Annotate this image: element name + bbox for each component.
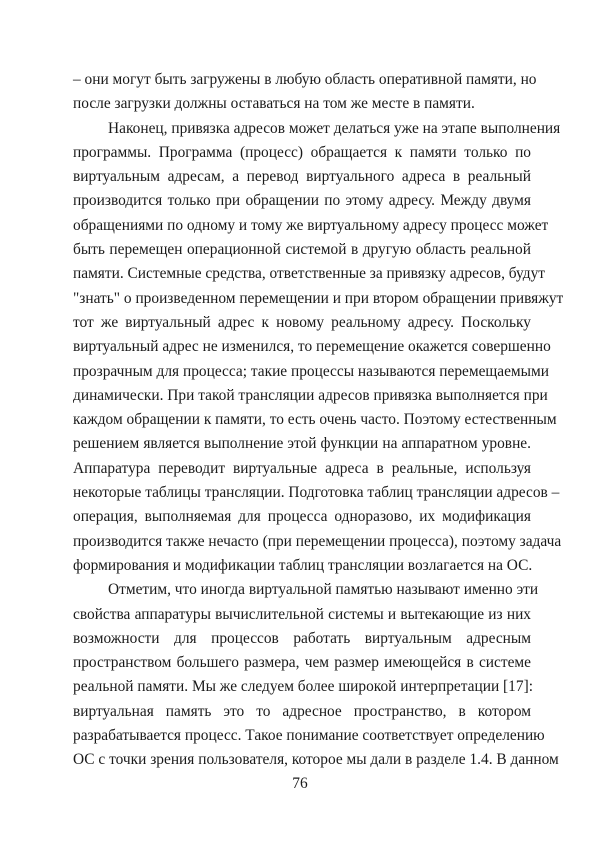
text-line: возможности для процессов работать виртуальным адресным: [73, 629, 531, 647]
text-line: программы. Программа (процесс) обращается к памяти только по: [73, 143, 531, 161]
text-line: разрабатывается процесс. Такое понимание соответствует определению: [73, 727, 545, 745]
paragraph: [73, 578, 559, 772]
text-line: производится также нечасто (при перемещении процесса), поэтому задача: [73, 532, 562, 550]
text-line: памяти. Системные средства, ответственные за привязку адресов, будут: [73, 265, 545, 283]
text-line: Наконец, привязка адресов может делаться уже на этапе выполнения: [108, 119, 561, 137]
text-line: операция, выполняемая для процесса одноразово, их модификация: [73, 508, 531, 526]
text-line: – они могут быть загружены в любую область оперативной памяти, но: [73, 71, 537, 88]
text-line: виртуальная память это то адресное пространство, в котором: [73, 702, 531, 720]
text-line: Отметим, что иногда виртуальной памятью называют именно эти: [108, 581, 539, 599]
text-line: виртуальным адресам, а перевод виртуального адреса в реальный: [73, 168, 531, 186]
text-line: виртуальный адрес не изменился, то перемещение окажется совершенно: [73, 338, 551, 356]
text-line: некоторые таблицы трансляции. Подготовка таблиц трансляции адресов –: [73, 484, 560, 502]
text-line: динамически. При такой трансляции адресов привязка выполняется при: [73, 386, 548, 404]
page-number: 76: [292, 775, 308, 792]
text-line: Аппаратура переводит виртуальные адреса в реальные, используя: [73, 459, 531, 477]
text-line: "знать" о произведенном перемещении и при втором обращении привяжут: [73, 289, 564, 307]
text-line: формирования и модификации таблиц трансляции возлагается на ОС.: [73, 556, 533, 574]
text-line: реальной памяти. Мы же следуем более широкой интерпретации [17]:: [73, 678, 533, 696]
text-line: прозрачным для процесса; такие процессы называются перемещаемыми: [73, 362, 549, 380]
text-line: свойства аппаратуры вычислительной системы и вытекающие из них: [73, 605, 531, 623]
text-line: производится только при обращении по этому адресу. Между двумя: [73, 192, 531, 210]
text-line: после загрузки должны оставаться на том же месте в памяти.: [73, 95, 475, 113]
document-body: [73, 68, 564, 773]
paragraph: [73, 117, 564, 579]
text-line: каждом обращении к памяти, то есть очень часто. Поэтому естественным: [73, 411, 557, 429]
text-line: ОС с точки зрения пользователя, которое мы дали в разделе 1.4. В данном: [73, 751, 559, 769]
text-line: обращениями по одному и тому же виртуальному адресу процесс может: [73, 216, 549, 234]
text-line: решением является выполнение этой функции на аппаратном уровне.: [73, 435, 531, 453]
text-line: быть перемещен операционной системой в другую область реальной: [73, 241, 531, 259]
text-line: тот же виртуальный адрес к новому реальному адресу. Поскольку: [73, 313, 531, 331]
text-line: пространством большего размера, чем размер имеющейся в системе: [73, 654, 531, 672]
paragraph: [73, 68, 537, 117]
